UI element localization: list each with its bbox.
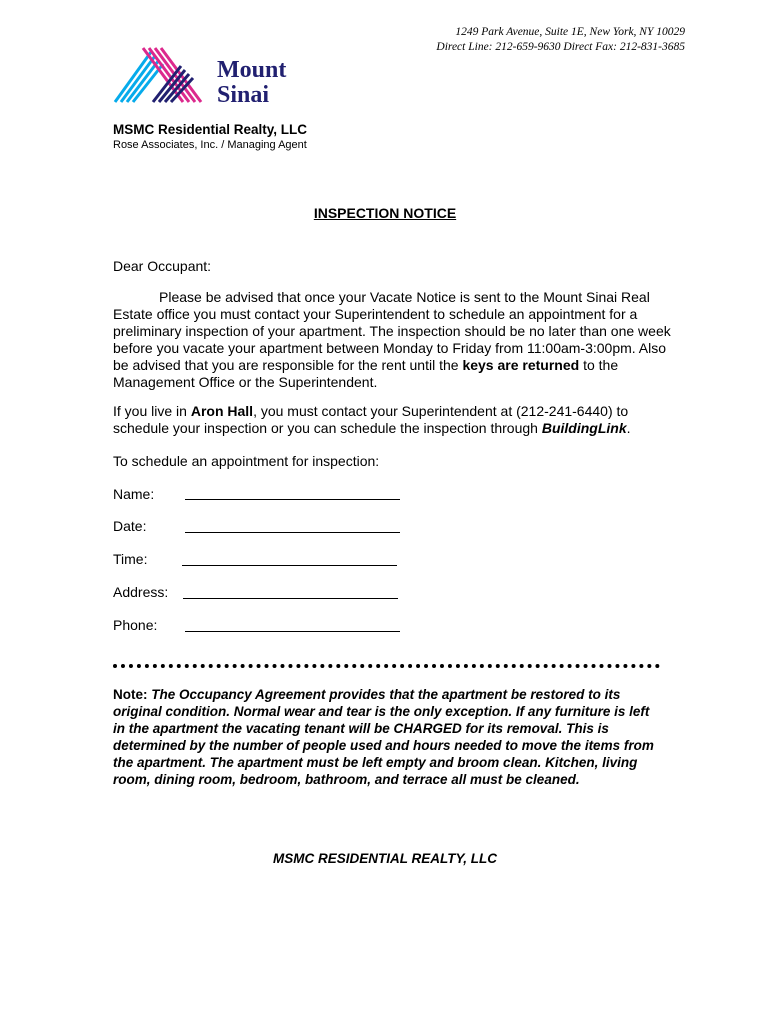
aron-hall-emphasis: Aron Hall [190,403,254,419]
paragraph-text: If you live in [113,403,191,419]
contact-line: Direct Line: 212-659-9630 Direct Fax: 212-831-3685 [436,41,685,53]
note-text: The Occupancy Agreement provides that the apartment be restored to its original condition. Normal wear and tear is the only exception. If any furniture is left in the apartment the vacating tenant will be CHARGED for its removal. This is determined by the number of people used and hours needed to move the items from the apartment. The apartment must be left empty and broom clean. Kitchen, living room, dining room, bedroom, bathroom, and terrace all must be cleaned. [113,687,654,787]
logo-word-mount: Mount [217,57,287,83]
name-label: Name: [113,486,155,502]
paragraph-tail: to the Management Office or the Superintendent. [113,357,619,390]
buildinglink-emphasis: BuildingLink [541,420,627,436]
time-field[interactable] [182,565,397,566]
dotted-divider [113,664,660,668]
phone-field[interactable] [185,631,400,632]
date-field[interactable] [185,532,400,533]
company-name: MSMC Residential Realty, LLC [113,122,308,137]
paragraph-text: , you must contact your Superintendent at (212-241-6440) to schedule your inspection or you can schedule the inspection through [113,403,629,436]
footer-signature: MSMC RESIDENTIAL REALTY, LLC [272,851,497,866]
paragraph-text: . [626,420,631,436]
document-title: INSPECTION NOTICE [313,205,457,221]
schedule-intro: To schedule an appointment for inspection: [113,453,380,469]
managing-agent: Rose Associates, Inc. / Managing Agent [113,139,307,151]
occupancy-note [113,686,663,788]
logo-word-sinai: Sinai [217,82,270,106]
date-label: Date: [113,518,147,534]
salutation: Dear Occupant: [113,258,212,274]
time-label: Time: [113,551,148,567]
mount-sinai-logo [113,44,313,106]
paragraph-text: Please be advised that once your Vacate Notice is sent to the Mount Sinai Real Estate office you must contact your Superintendent to schedule an appointment for a preliminary inspection of your apartment. The inspection should be no later than one week before you vacate your apartment between Monday to Friday from 11:00am-3:00pm. Also be advised that you are responsible for the rent until the [113,289,671,373]
letterhead-address [380,25,685,55]
address-field[interactable] [183,598,398,599]
paragraph-vacate-notice [113,289,673,391]
address-line: 1249 Park Avenue, Suite 1E, New York, NY 10029 [455,26,685,38]
paragraph-aron-hall [113,403,673,437]
name-field[interactable] [185,499,400,500]
phone-label: Phone: [113,617,158,633]
logo-mark-icon [113,44,313,106]
note-label: Note: [113,687,148,702]
keys-returned-emphasis: keys are returned [462,357,580,373]
address-label: Address: [113,584,169,600]
